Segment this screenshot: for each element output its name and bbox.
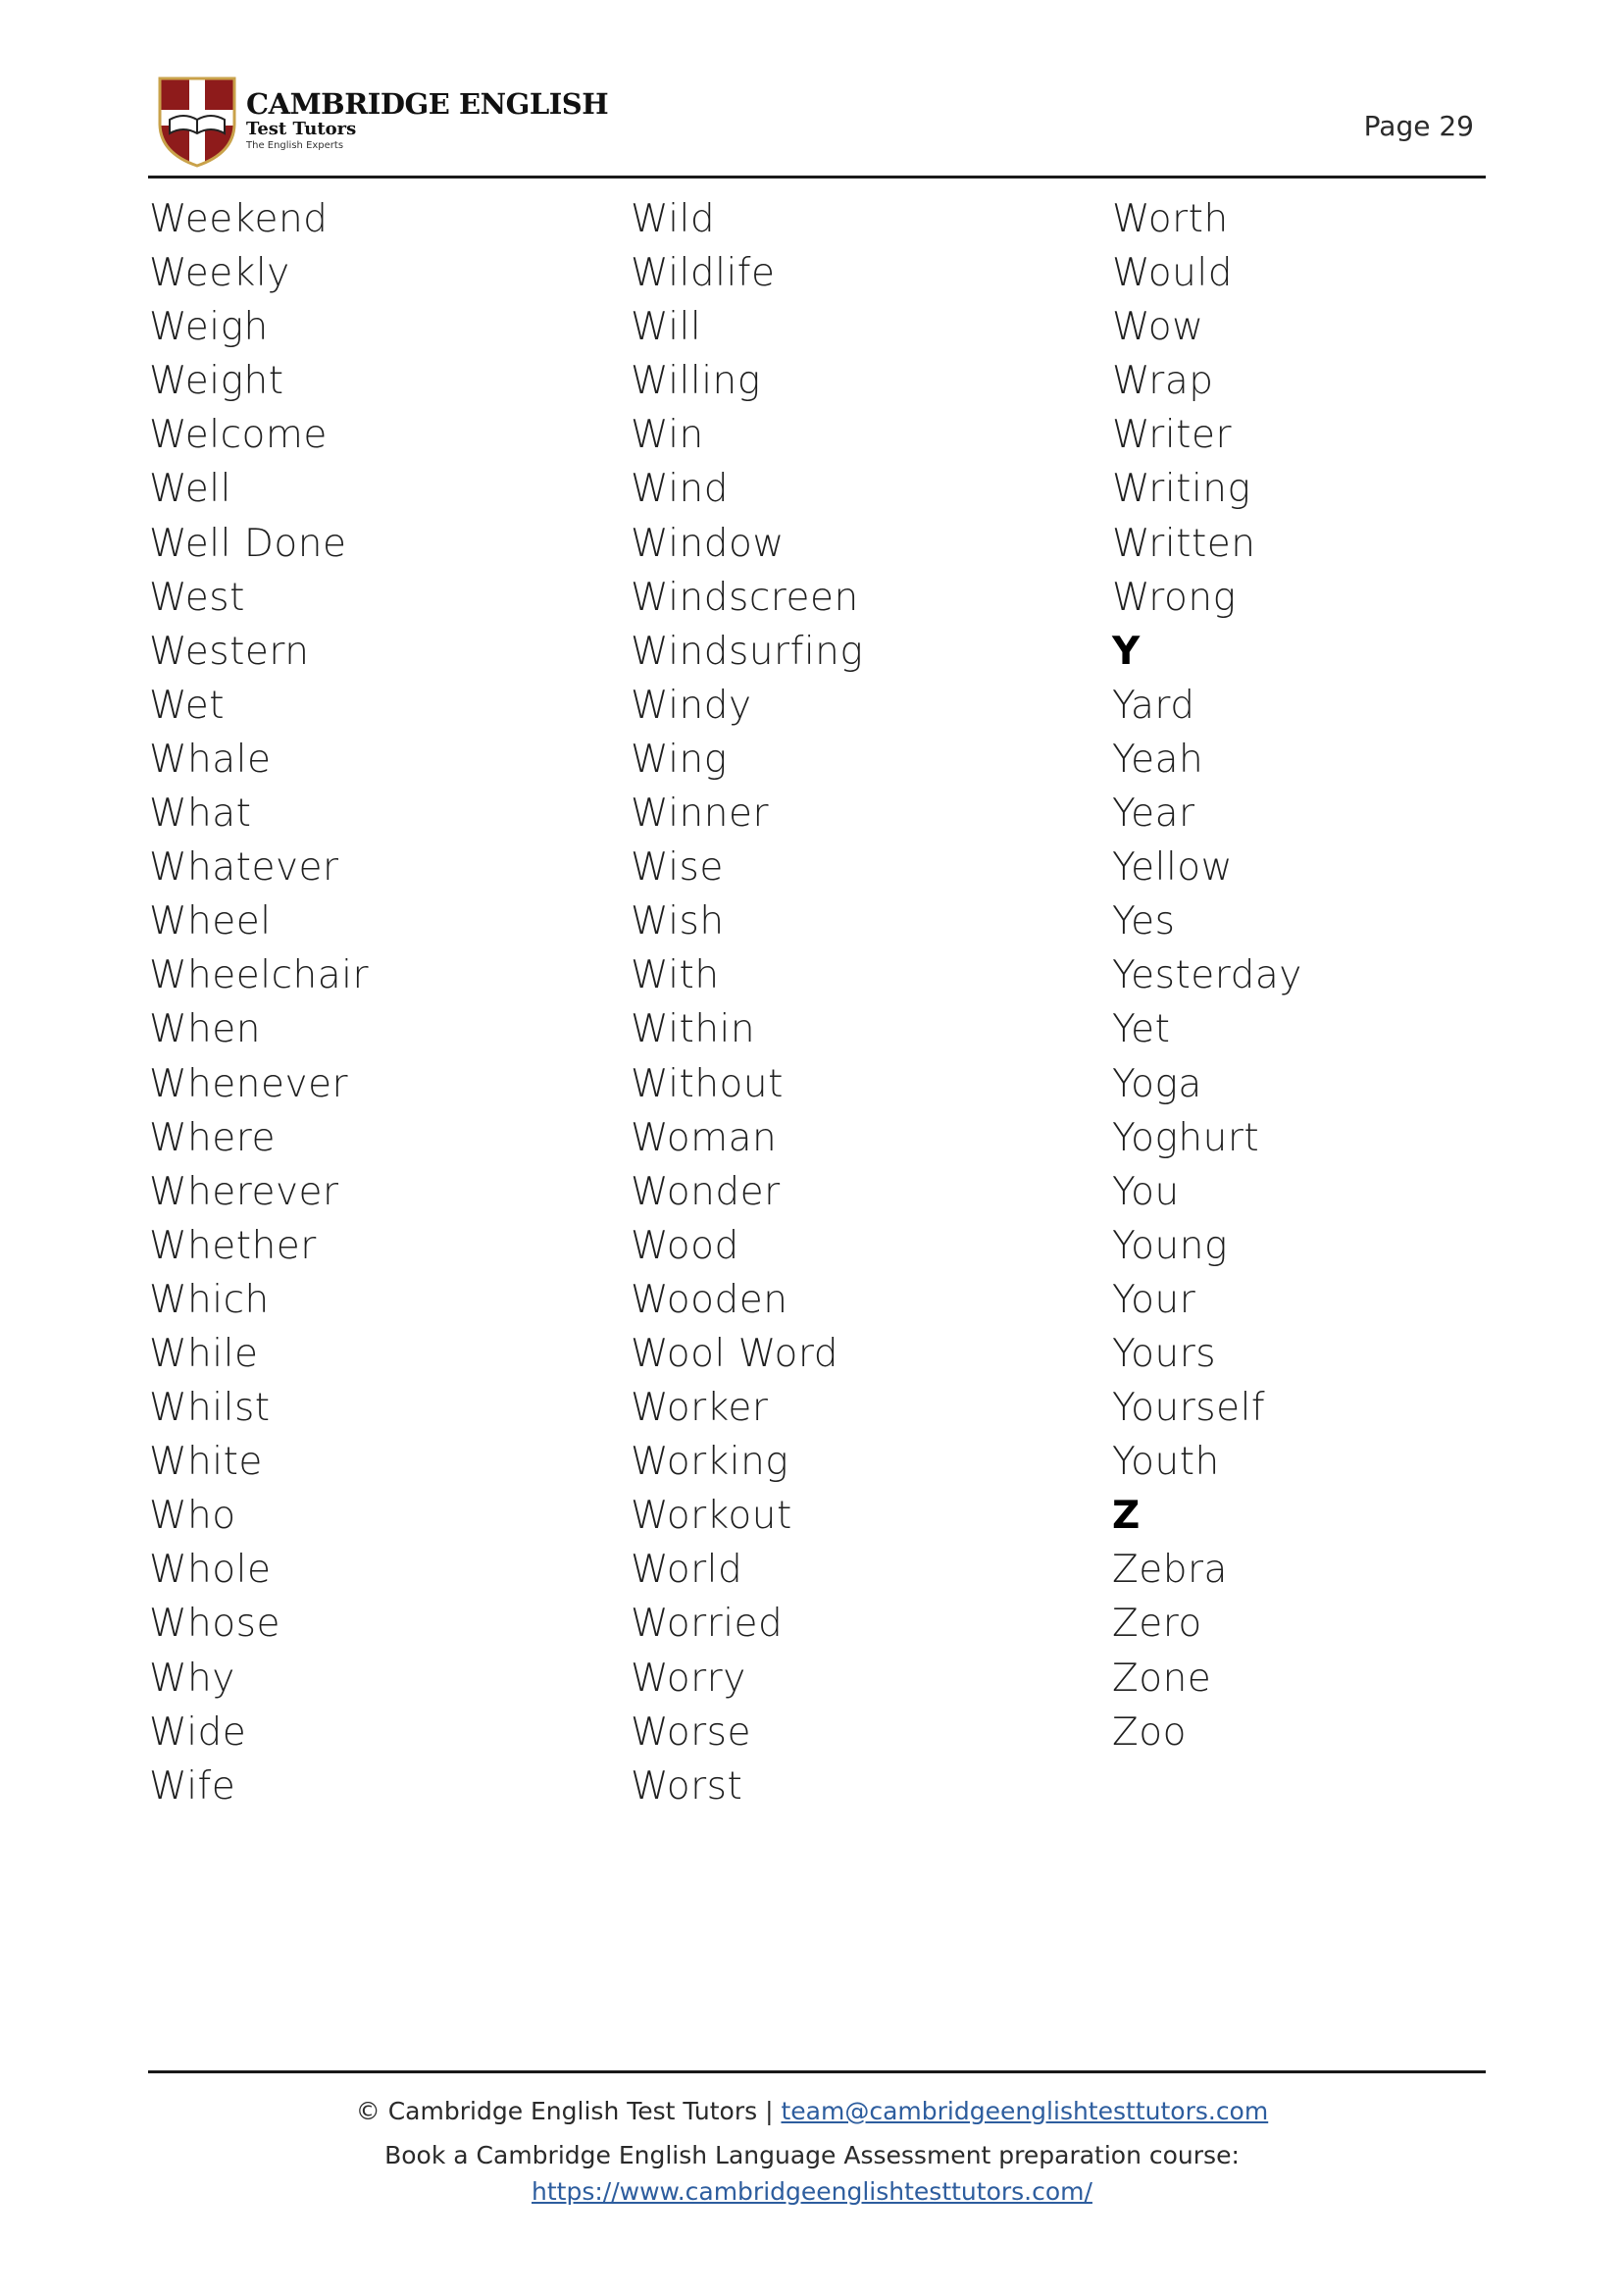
word-item: Weigh — [149, 305, 269, 350]
word-item: Working — [631, 1440, 789, 1485]
page-header — [148, 69, 1486, 177]
word-item: Win — [631, 413, 704, 458]
word-item: White — [149, 1440, 263, 1485]
word-list — [0, 192, 1624, 1820]
word-item: Welcome — [149, 413, 328, 458]
word-item: Worry — [631, 1656, 746, 1701]
word-item: Wooden — [631, 1277, 788, 1322]
word-item: Wish — [631, 899, 725, 944]
logo — [156, 75, 609, 173]
word-item: Zoo — [1112, 1709, 1187, 1755]
website-link[interactable]: https://www.cambridgeenglishtesttutors.com/ — [532, 2177, 1092, 2206]
footer-divider — [148, 2070, 1486, 2073]
word-item: Wildlife — [631, 251, 776, 296]
footer-website — [0, 2177, 1624, 2207]
word-item: Written — [1112, 521, 1256, 566]
word-item: Zebra — [1112, 1548, 1228, 1593]
word-item: Without — [631, 1061, 784, 1106]
word-item: Yes — [1112, 899, 1176, 944]
word-item: Windscreen — [631, 575, 859, 620]
word-item: Worker — [631, 1386, 769, 1431]
word-item: Your — [1112, 1277, 1196, 1322]
word-item: Wild — [631, 197, 716, 241]
word-column-3 — [1112, 192, 1563, 1759]
word-item: Will — [631, 305, 702, 350]
word-item: Zone — [1112, 1656, 1212, 1701]
word-item: Window — [631, 521, 785, 566]
word-item: Why — [149, 1656, 235, 1701]
word-item: Whose — [149, 1602, 280, 1647]
shield-book-icon — [156, 75, 238, 169]
word-item: Yoghurt — [1112, 1115, 1260, 1160]
word-item: West — [149, 575, 245, 620]
word-item: Yellow — [1112, 845, 1234, 891]
word-item: Wise — [631, 845, 724, 891]
word-item: Worst — [631, 1763, 743, 1809]
logo-text — [246, 88, 608, 152]
word-item: You — [1112, 1169, 1180, 1214]
logo-subtitle: Test Tutors — [246, 119, 357, 139]
word-item: Yesterday — [1112, 953, 1302, 998]
logo-tagline: The English Experts — [246, 140, 344, 151]
word-item: Wrong — [1112, 575, 1237, 620]
word-item: Youth — [1112, 1440, 1220, 1485]
word-item: Whenever — [149, 1061, 349, 1106]
word-item: Wing — [631, 737, 728, 782]
word-item: Yoga — [1112, 1061, 1202, 1106]
word-item: Wow — [1112, 305, 1204, 350]
logo-title: CAMBRIDGE ENGLISH — [246, 87, 609, 121]
letter-heading: Z — [1112, 1494, 1141, 1539]
word-item: Young — [1112, 1223, 1228, 1268]
word-item: Weight — [149, 359, 284, 404]
word-item: Wife — [149, 1763, 236, 1809]
word-item: Whether — [149, 1223, 317, 1268]
header-divider — [148, 176, 1486, 178]
word-item: Yourself — [1112, 1386, 1266, 1431]
word-item: Whilst — [149, 1386, 271, 1431]
word-item: With — [631, 953, 720, 998]
letter-heading: Y — [1112, 629, 1141, 674]
word-item: Windy — [631, 683, 752, 728]
word-column-2 — [631, 192, 1082, 1813]
word-item: Which — [149, 1277, 270, 1322]
footer-contact — [0, 2089, 1624, 2134]
word-item: Winner — [631, 791, 770, 837]
word-item: Wrap — [1112, 359, 1214, 404]
word-item: What — [149, 791, 252, 837]
word-item: Wheel — [149, 899, 272, 944]
word-item: Would — [1112, 251, 1233, 296]
word-item: Willing — [631, 359, 761, 404]
word-item: World — [631, 1548, 743, 1593]
word-item: Workout — [631, 1494, 792, 1539]
word-item: Year — [1112, 791, 1195, 837]
word-item: Worried — [631, 1602, 784, 1647]
promo-text: Book a Cambridge English Language Assessment preparation course: — [384, 2141, 1240, 2169]
word-item: Yard — [1112, 683, 1195, 728]
word-item: Weekend — [149, 197, 329, 241]
word-item: Whatever — [149, 845, 339, 891]
word-item: Western — [149, 629, 310, 674]
word-item: Writing — [1112, 467, 1251, 512]
word-item: Yeah — [1112, 737, 1204, 782]
word-column-1 — [149, 192, 600, 1813]
page-footer — [0, 2089, 1624, 2207]
word-item: Whale — [149, 737, 272, 782]
word-item: When — [149, 1007, 261, 1052]
word-item: Woman — [631, 1115, 778, 1160]
word-item: Worth — [1112, 197, 1229, 241]
word-item: Wet — [149, 683, 226, 728]
word-item: Zero — [1112, 1602, 1202, 1647]
word-item: Wide — [149, 1709, 247, 1755]
word-item: Wool Word — [631, 1331, 838, 1376]
word-item: Wheelchair — [149, 953, 370, 998]
word-item: Within — [631, 1007, 756, 1052]
word-item: Wonder — [631, 1169, 781, 1214]
word-item: Worse — [631, 1709, 751, 1755]
word-item: Yet — [1112, 1007, 1171, 1052]
word-item: Well — [149, 467, 231, 512]
word-item: Wood — [631, 1223, 739, 1268]
word-item: Wherever — [149, 1169, 339, 1214]
page-number: Page 29 — [1363, 110, 1474, 142]
word-item: Whole — [149, 1548, 272, 1593]
word-item: Wind — [631, 467, 730, 512]
word-item: Weekly — [149, 251, 290, 296]
email-link[interactable]: team@cambridgeenglishtesttutors.com — [781, 2097, 1269, 2125]
word-item: Who — [149, 1494, 236, 1539]
word-item: While — [149, 1331, 259, 1376]
word-item: Windsurfing — [631, 629, 864, 674]
word-item: Well Done — [149, 521, 347, 566]
word-item: Yours — [1112, 1331, 1217, 1376]
word-item: Where — [149, 1115, 276, 1160]
copyright-text: © Cambridge English Test Tutors | — [355, 2097, 774, 2125]
word-item: Writer — [1112, 413, 1232, 458]
